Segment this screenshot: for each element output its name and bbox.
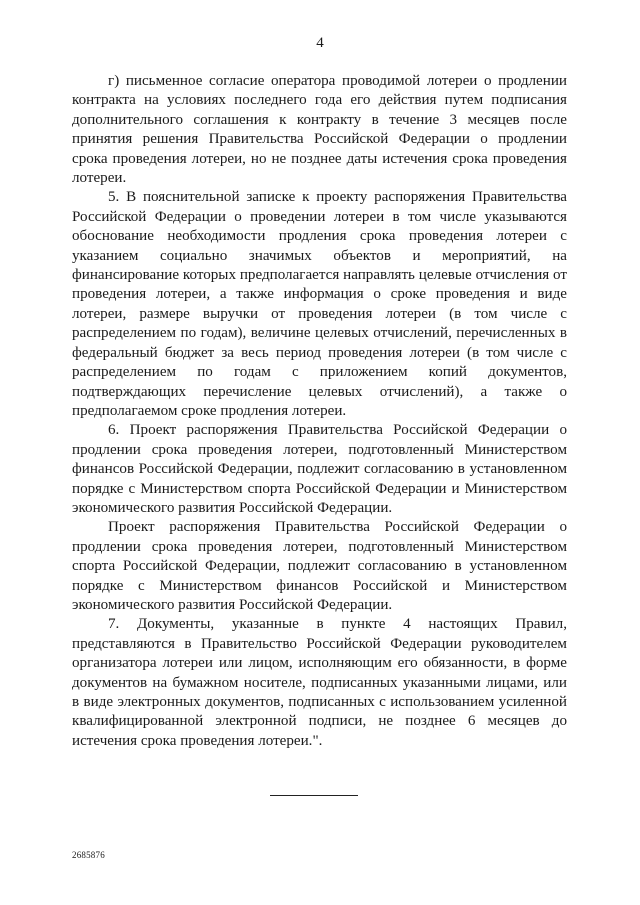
paragraph-item-g: г) письменное согласие оператора проводимой лотереи о продлении контракта на условиях последнего года его действия путем подписания дополнительного соглашения к контракту в течение 3 месяцев после принятия решения Правительства Российской Федерации о продлении срока проведения лотереи, но не позднее даты истечения срока проведения лотереи. [72,73,567,187]
end-divider-line [270,795,358,796]
paragraph-5: 5. В пояснительной записке к проекту распоряжения Правительства Российской Федерации о проведении лотереи в том числе указываются обоснование необходимости продления срока проведения лотереи с указанием социально значимых объектов и мероприятий, на финансирование которых предполагается направлять целевые отчисления от проведения лотереи, а также информация о сроке проведения и виде лотереи, размере выручки от проведения лотереи (в том числе с распределением по годам), величине целевых отчислений, перечисленных в федеральный бюджет за весь период проведения лотереи (в том числе с распределением по годам с приложением копий документов, подтверждающих перечисление целевых отчислений), а также о предполагаемом сроке продления лотереи. [72,189,567,419]
paragraph-6: 6. Проект распоряжения Правительства Российской Федерации о продлении срока проведения лотереи, подготовленный Министерством финансов Российской Федерации, подлежит согласованию в установленном порядке с Министерством спорта Российской Федерации и Министерством экономического развития Российской Федерации. [72,422,567,516]
document-code: 2685876 [72,850,105,860]
page-number: 4 [316,35,324,51]
paragraph-7: 7. Документы, указанные в пункте 4 настоящих Правил, представляются в Правительство Российской Федерации руководителем организатора лотереи или лицом, исполняющим его обязанности, в форме документов на бумажном носителе, подписанных указанными лицами, или в виде электронных документов, подписанных с использованием усиленной квалифицированной электронной подписи, не позднее 6 месяцев до истечения срока проведения лотереи.". [72,616,567,749]
document-body [72,72,567,751]
paragraph-6-continued: Проект распоряжения Правительства Российской Федерации о продлении срока проведения лотереи, подготовленный Министерством спорта Российской Федерации, подлежит согласованию в установленном порядке с Министерством финансов Российской и Министерством экономического развития Российской Федерации. [72,519,567,613]
